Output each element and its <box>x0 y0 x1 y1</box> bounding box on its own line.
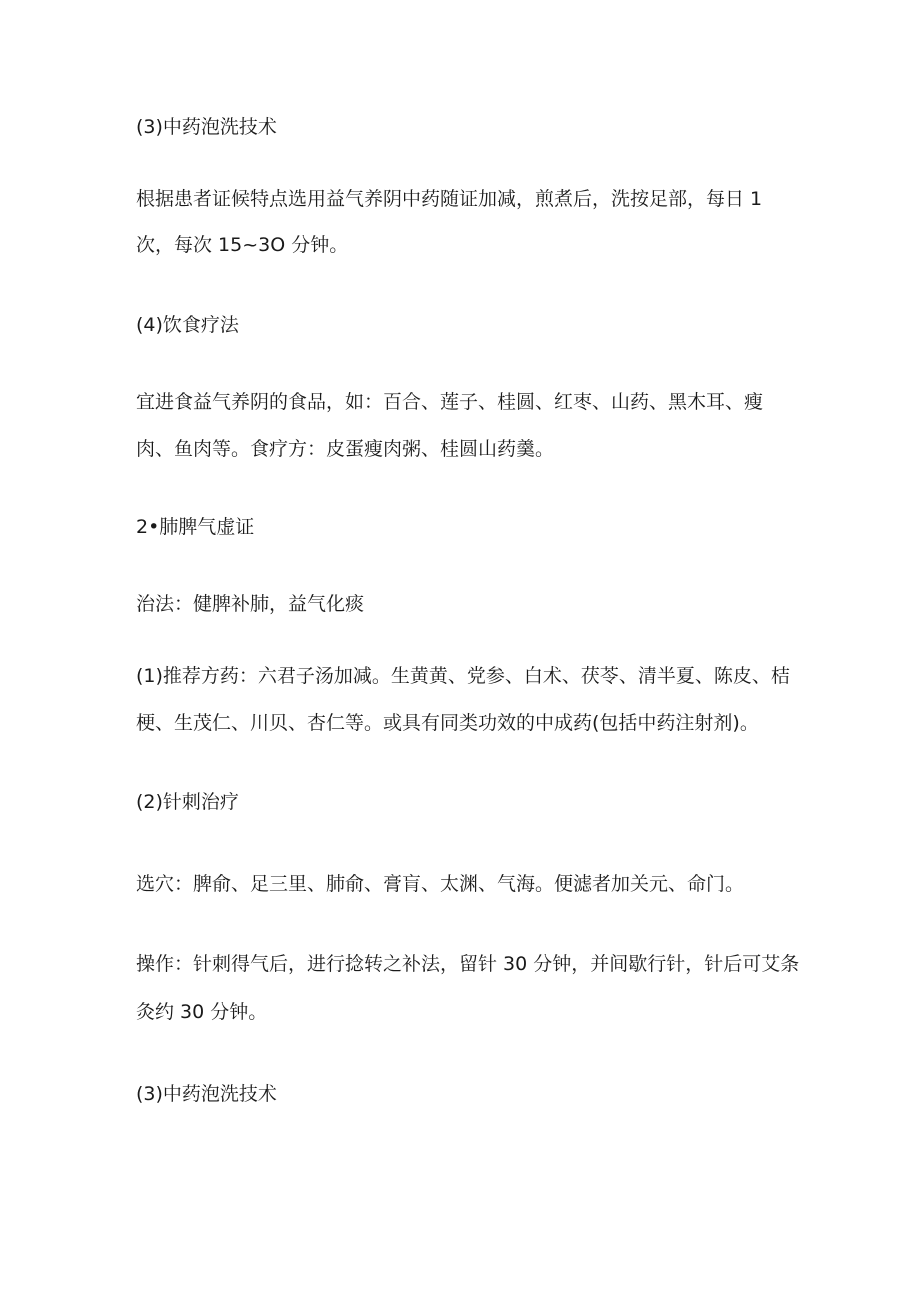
section-heading-diet-therapy: (4)饮食疗法 <box>136 314 239 336</box>
paragraph-line: 肉、鱼肉等。食疗方：皮蛋瘦肉粥、桂圆山药羹。 <box>136 438 555 460</box>
paragraph-line: 梗、生茂仁、川贝、杏仁等。或具有同类功效的中成药(包括中药注射剂)。 <box>136 712 759 734</box>
paragraph-line: (1)推荐方药：六君子汤加减。生黄黄、党参、白术、茯苓、清半夏、陈皮、桔 <box>136 665 790 687</box>
paragraph-line: 灸约 30 分钟。 <box>136 1001 268 1023</box>
paragraph-line: 选穴：脾俞、足三里、肺俞、膏肓、太渊、气海。便滤者加关元、命门。 <box>136 873 745 895</box>
paragraph-line: 治法：健脾补肺，益气化痰 <box>136 593 365 615</box>
section-heading-acupuncture: (2)针刺治疗 <box>136 791 239 813</box>
section-heading-herbal-soak: (3)中药泡洗技术 <box>136 116 277 138</box>
paragraph-line: 根据患者证候特点选用益气养阴中药随证加减，煎煮后，洗按足部，每日 1 <box>136 188 763 210</box>
section-heading-lung-spleen: 2•肺脾气虚证 <box>136 516 255 538</box>
paragraph-line: 操作：针刺得气后，进行捻转之补法，留针 30 分钟，并间歇行针，针后可艾条 <box>136 953 800 975</box>
paragraph-line: 宜进食益气养阴的食品，如：百合、莲子、桂圆、红枣、山药、黑木耳、瘦 <box>136 391 764 413</box>
paragraph-line: 次，每次 15~3O 分钟。 <box>136 234 349 256</box>
section-heading-herbal-soak: (3)中药泡洗技术 <box>136 1083 277 1105</box>
